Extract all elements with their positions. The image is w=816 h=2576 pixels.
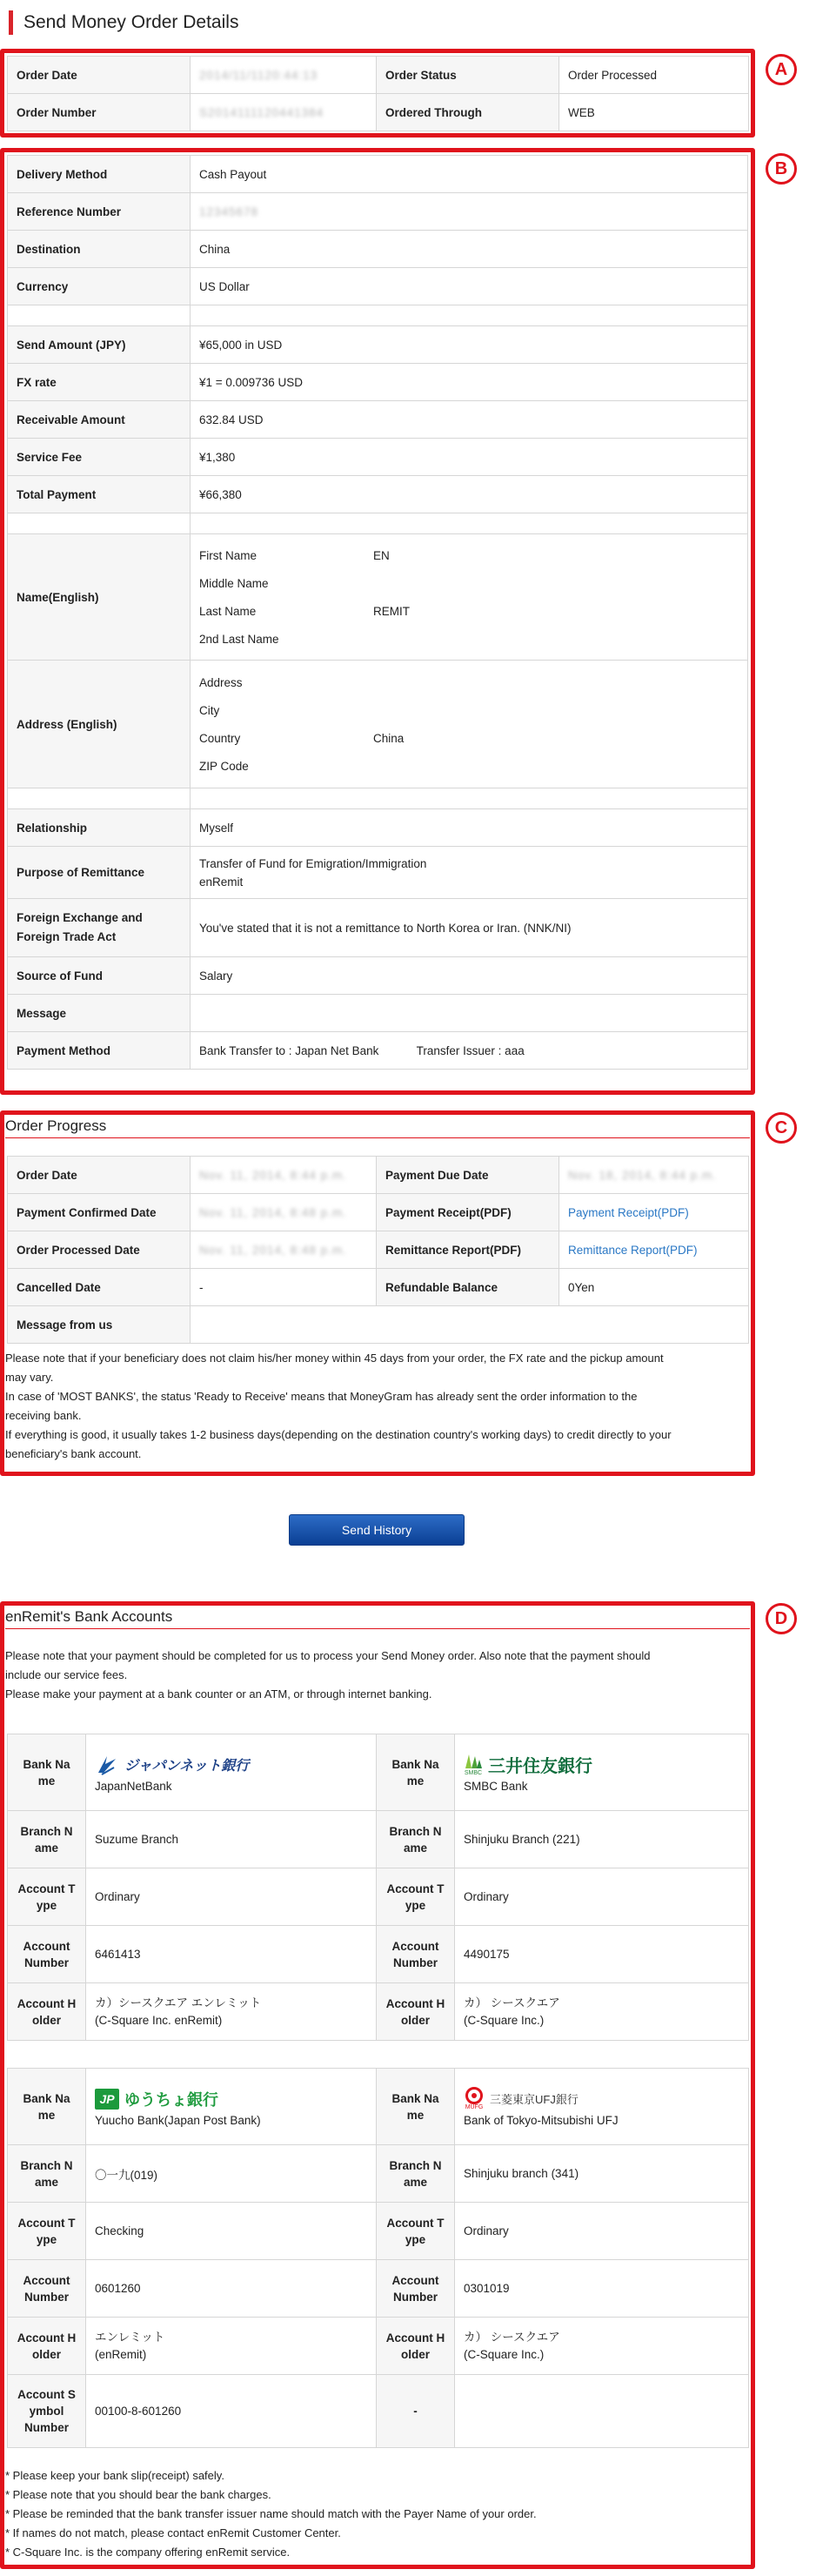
table-row — [8, 439, 748, 476]
smbc-logo-text: 三井住友銀行 — [488, 1757, 592, 1776]
send-amount-label: Send Amount (JPY) — [8, 326, 191, 364]
table-row — [8, 1269, 749, 1306]
footer-note: * If names do not match, please contact enRemit Customer Center. — [5, 2526, 341, 2539]
marker-c: C — [766, 1112, 797, 1144]
table-row — [8, 957, 748, 995]
progress-note-1: Please note that if your beneficiary does not claim his/her money within 45 days from your order, the FX rate and the pickup amount — [5, 1352, 664, 1365]
progress-order-date-label: Order Date — [8, 1157, 191, 1194]
yucho-account-symbol: 00100-8-601260 — [86, 2375, 377, 2448]
middle-name-value — [373, 577, 739, 590]
table-row — [8, 1032, 748, 1070]
table-row — [8, 847, 748, 899]
footer-note: * C-Square Inc. is the company offering enRemit service. — [5, 2546, 291, 2559]
table-row — [8, 1983, 749, 2041]
order-processed-value: Nov. 11, 2014, 8:48 p.m. — [191, 1231, 377, 1269]
account-type-label: Account T ype — [8, 2203, 86, 2260]
bank-table-1 — [7, 1734, 749, 2041]
bank-table-1-wrap — [7, 1734, 748, 2041]
smbc-account-number: 4490175 — [455, 1926, 749, 1983]
footer-note: * Please note that you should bear the bank charges. — [5, 2488, 271, 2501]
bank-accounts-intro — [5, 1647, 752, 1704]
yucho-logo-icon: JP — [95, 2089, 119, 2110]
relationship-value: Myself — [191, 809, 748, 847]
yucho-account-number: 0601260 — [86, 2260, 377, 2318]
account-holder-label: Account H older — [377, 2318, 455, 2375]
mufg-account-number: 0301019 — [455, 2260, 749, 2318]
last-name-value: REMIT — [373, 604, 410, 618]
payment-due-label: Payment Due Date — [377, 1157, 559, 1194]
japannet-account-holder: カ）シースクエア エンレミット (C-Square Inc. enRemit) — [86, 1983, 377, 2041]
total-payment-value: ¥66,380 — [191, 476, 748, 513]
table-row — [8, 1868, 749, 1926]
account-holder-label: Account H older — [377, 1983, 455, 2041]
account-symbol-label: Account S ymbol Number — [8, 2375, 86, 2448]
second-last-name-value — [373, 633, 739, 646]
fx-rate-label: FX rate — [8, 364, 191, 401]
table-row — [8, 1926, 749, 1983]
japannet-account-number: 6461413 — [86, 1926, 377, 1983]
table-row — [8, 476, 748, 513]
progress-order-date-value: Nov. 11, 2014, 8:44 p.m. — [191, 1157, 377, 1194]
footer-note: * Please be reminded that the bank transfer issuer name should match with the Payer Name of your order. — [5, 2507, 537, 2520]
account-holder-label: Account H older — [8, 1983, 86, 2041]
first-name-label: First Name — [199, 548, 258, 562]
table-row — [8, 156, 748, 193]
details-table-wrap — [7, 155, 748, 1070]
smbc-bank-name: SMBC Bank — [464, 1779, 528, 1793]
spacer-row — [8, 788, 748, 809]
table-row — [8, 193, 748, 231]
send-history-button[interactable]: Send History — [289, 1514, 465, 1546]
account-type-label: Account T ype — [377, 1868, 455, 1926]
details-table — [7, 155, 748, 1070]
table-row — [8, 2203, 749, 2260]
transfer-issuer: Transfer Issuer : aaa — [416, 1043, 525, 1057]
table-row — [8, 1194, 749, 1231]
bank-accounts-heading: enRemit's Bank Accounts — [5, 1608, 750, 1629]
bank-name-label: Bank Na me — [377, 2069, 455, 2145]
zip-value — [373, 760, 739, 773]
account-number-label: Account Number — [377, 1926, 455, 1983]
spacer-row — [8, 305, 748, 326]
address-english-value — [191, 661, 748, 788]
reference-number-value: 12345678 — [191, 193, 748, 231]
payment-receipt-link[interactable]: Payment Receipt(PDF) — [568, 1205, 689, 1219]
progress-notes — [5, 1349, 752, 1464]
smbc-account-type: Ordinary — [455, 1868, 749, 1926]
bank-name-label: Bank Na me — [377, 1734, 455, 1811]
table-row — [8, 2069, 749, 2145]
city-label: City — [199, 703, 220, 717]
reference-number-label: Reference Number — [8, 193, 191, 231]
cancelled-date-value: - — [191, 1269, 377, 1306]
purpose-value-line-2: enRemit — [199, 875, 244, 889]
japannet-logo-icon — [95, 1754, 119, 1776]
japannet-bank-name: JapanNetBank — [95, 1779, 172, 1793]
address-english-label: Address (English) — [8, 661, 191, 788]
remittance-report-link[interactable]: Remittance Report(PDF) — [568, 1243, 698, 1257]
source-of-fund-value: Salary — [191, 957, 748, 995]
mufg-account-symbol: - — [377, 2375, 455, 2448]
table-row — [8, 1811, 749, 1868]
purpose-value-line-1: Transfer of Fund for Emigration/Immigration — [199, 856, 427, 870]
smbc-logo — [464, 1753, 739, 1777]
delivery-method-label: Delivery Method — [8, 156, 191, 193]
table-row — [8, 94, 749, 131]
table-row — [8, 57, 749, 94]
total-payment-label: Total Payment — [8, 476, 191, 513]
bank-table-2-wrap — [7, 2068, 748, 2448]
smbc-branch: Shinjuku Branch (221) — [455, 1811, 749, 1868]
yucho-account-holder: エンレミット (enRemit) — [86, 2318, 377, 2375]
branch-name-label: Branch N ame — [377, 2145, 455, 2203]
send-amount-value: ¥65,000 in USD — [191, 326, 748, 364]
message-from-us-value — [191, 1306, 749, 1344]
payment-due-value: Nov. 18, 2014, 8:44 p.m. — [559, 1157, 749, 1194]
order-status-label: Order Status — [377, 57, 559, 94]
table-row — [8, 1734, 749, 1811]
fx-act-label-line-1: Foreign Exchange and — [17, 911, 143, 924]
spacer-row — [8, 513, 748, 534]
smbc-bank-cell — [455, 1734, 749, 1811]
table-row — [8, 661, 748, 788]
marker-b: B — [766, 153, 797, 184]
progress-note-2: In case of 'MOST BANKS', the status 'Ready to Receive' means that MoneyGram has already sent the order information to the — [5, 1390, 638, 1403]
account-type-label: Account T ype — [377, 2203, 455, 2260]
bank-intro-2: Please make your payment at a bank counter or an ATM, or through internet banking. — [5, 1687, 432, 1701]
japannet-branch: Suzume Branch — [86, 1811, 377, 1868]
account-type-label: Account T ype — [8, 1868, 86, 1926]
table-row — [8, 2318, 749, 2375]
table-row — [8, 2145, 749, 2203]
japannet-bank-cell — [86, 1734, 377, 1811]
progress-note-2b: receiving bank. — [5, 1409, 82, 1422]
payment-confirmed-value: Nov. 11, 2014, 8:48 p.m. — [191, 1194, 377, 1231]
table-row — [8, 326, 748, 364]
empty-cell — [455, 2375, 749, 2448]
currency-value: US Dollar — [191, 268, 748, 305]
relationship-label: Relationship — [8, 809, 191, 847]
source-of-fund-label: Source of Fund — [8, 957, 191, 995]
payment-confirmed-label: Payment Confirmed Date — [8, 1194, 191, 1231]
mufg-logo-icon: MUFG — [464, 2087, 485, 2110]
japannet-account-type: Ordinary — [86, 1868, 377, 1926]
japannet-logo-text: ジャパンネット銀行 — [124, 1759, 250, 1774]
account-number-label: Account Number — [8, 2260, 86, 2318]
progress-note-3b: beneficiary's bank account. — [5, 1447, 142, 1460]
mufg-account-holder: カ） シースクエア (C-Square Inc.) — [455, 2318, 749, 2375]
receivable-amount-label: Receivable Amount — [8, 401, 191, 439]
service-fee-value: ¥1,380 — [191, 439, 748, 476]
cancelled-date-label: Cancelled Date — [8, 1269, 191, 1306]
japannet-logo — [95, 1753, 367, 1777]
name-english-value — [191, 534, 748, 661]
progress-note-3: If everything is good, it usually takes 1-2 business days(depending on the destination country's working days) to credit directly to your — [5, 1428, 672, 1441]
country-value: China — [373, 731, 405, 745]
page-title: Send Money Order Details — [9, 10, 238, 35]
smbc-account-holder: カ） シースクエア (C-Square Inc.) — [455, 1983, 749, 2041]
account-number-label: Account Number — [8, 1926, 86, 1983]
mufg-logo — [464, 2087, 739, 2111]
second-last-name-label: 2nd Last Name — [199, 632, 279, 646]
branch-name-label: Branch N ame — [377, 1811, 455, 1868]
service-fee-label: Service Fee — [8, 439, 191, 476]
remittance-report-label: Remittance Report(PDF) — [377, 1231, 559, 1269]
country-label: Country — [199, 731, 241, 745]
bank-intro-1: Please note that your payment should be completed for us to process your Send Money order. Also note that the payment should — [5, 1649, 651, 1662]
zip-label: ZIP Code — [199, 759, 249, 773]
first-name-value: EN — [373, 548, 390, 562]
order-number-label: Order Number — [8, 94, 191, 131]
footer-note: * Please keep your bank slip(receipt) safely. — [5, 2469, 224, 2482]
mufg-logo-text: 三菱東京UFJ銀行 — [490, 2093, 579, 2106]
mufg-bank-name: Bank of Tokyo-Mitsubishi UFJ — [464, 2113, 619, 2127]
bank-intro-1b: include our service fees. — [5, 1668, 128, 1681]
order-date-label: Order Date — [8, 57, 191, 94]
order-status-value: Order Processed — [559, 57, 749, 94]
table-row — [8, 231, 748, 268]
account-number-label: Account Number — [377, 2260, 455, 2318]
table-row — [8, 1306, 749, 1344]
marker-a: A — [766, 54, 797, 85]
table-row — [8, 995, 748, 1032]
order-number-value: S2014111120441384 — [191, 94, 377, 131]
table-row — [8, 899, 748, 957]
fx-act-label-line-2: Foreign Trade Act — [17, 930, 117, 943]
payment-method-value — [191, 1032, 748, 1070]
refundable-balance-label: Refundable Balance — [377, 1269, 559, 1306]
message-value — [191, 995, 748, 1032]
branch-name-label: Branch N ame — [8, 2145, 86, 2203]
order-processed-label: Order Processed Date — [8, 1231, 191, 1269]
destination-label: Destination — [8, 231, 191, 268]
yucho-bank-cell — [86, 2069, 377, 2145]
payment-receipt-label: Payment Receipt(PDF) — [377, 1194, 559, 1231]
mufg-branch: Shinjuku branch (341) — [455, 2145, 749, 2203]
table-row — [8, 1157, 749, 1194]
receivable-amount-value: 632.84 USD — [191, 401, 748, 439]
table-row — [8, 534, 748, 661]
currency-label: Currency — [8, 268, 191, 305]
yucho-logo — [95, 2087, 367, 2111]
fx-act-value: You've stated that it is not a remittance to North Korea or Iran. (NNK/NI) — [191, 899, 748, 957]
message-from-us-label: Message from us — [8, 1306, 191, 1344]
progress-table — [7, 1156, 749, 1344]
fx-rate-value: ¥1 = 0.009736 USD — [191, 364, 748, 401]
bank-footer-notes — [5, 2466, 752, 2562]
order-summary-table — [7, 56, 749, 131]
marker-d: D — [766, 1603, 797, 1634]
table-row — [8, 2375, 749, 2448]
city-value — [373, 704, 739, 717]
smbc-logo-icon: SMBC — [464, 1753, 483, 1776]
mufg-account-type: Ordinary — [455, 2203, 749, 2260]
order-summary-table-wrap — [7, 56, 748, 131]
bank-table-2 — [7, 2068, 749, 2448]
destination-value: China — [191, 231, 748, 268]
table-row — [8, 2260, 749, 2318]
mufg-bank-cell — [455, 2069, 749, 2145]
message-label: Message — [8, 995, 191, 1032]
ordered-through-label: Ordered Through — [377, 94, 559, 131]
table-row — [8, 401, 748, 439]
ordered-through-value: WEB — [559, 94, 749, 131]
address-line-value — [373, 676, 739, 689]
branch-name-label: Branch N ame — [8, 1811, 86, 1868]
progress-table-wrap — [7, 1156, 748, 1344]
table-row — [8, 268, 748, 305]
purpose-value — [191, 847, 748, 899]
table-row — [8, 809, 748, 847]
table-row — [8, 1231, 749, 1269]
yucho-account-type: Checking — [86, 2203, 377, 2260]
account-holder-label: Account H older — [8, 2318, 86, 2375]
table-row — [8, 364, 748, 401]
bank-name-label: Bank Na me — [8, 1734, 86, 1811]
delivery-method-value: Cash Payout — [191, 156, 748, 193]
refundable-balance-value: 0Yen — [559, 1269, 749, 1306]
payment-receipt-cell — [559, 1194, 749, 1231]
bank-name-label: Bank Na me — [8, 2069, 86, 2145]
purpose-label: Purpose of Remittance — [8, 847, 191, 899]
yucho-bank-name: Yuucho Bank(Japan Post Bank) — [95, 2113, 261, 2127]
order-date-value: 2014/11/1120:44:13 — [191, 57, 377, 94]
address-line-label: Address — [199, 675, 243, 689]
last-name-label: Last Name — [199, 604, 257, 618]
payment-method-bank: Bank Transfer to : Japan Net Bank — [199, 1043, 379, 1057]
yucho-logo-text: ゆうちょ銀行 — [124, 2090, 218, 2109]
order-progress-heading: Order Progress — [5, 1117, 750, 1138]
yucho-branch: 〇一九(019) — [86, 2145, 377, 2203]
fx-act-label — [8, 899, 191, 957]
remittance-report-cell — [559, 1231, 749, 1269]
middle-name-label: Middle Name — [199, 576, 269, 590]
payment-method-label: Payment Method — [8, 1032, 191, 1070]
name-english-label: Name(English) — [8, 534, 191, 661]
progress-note-1b: may vary. — [5, 1371, 54, 1384]
